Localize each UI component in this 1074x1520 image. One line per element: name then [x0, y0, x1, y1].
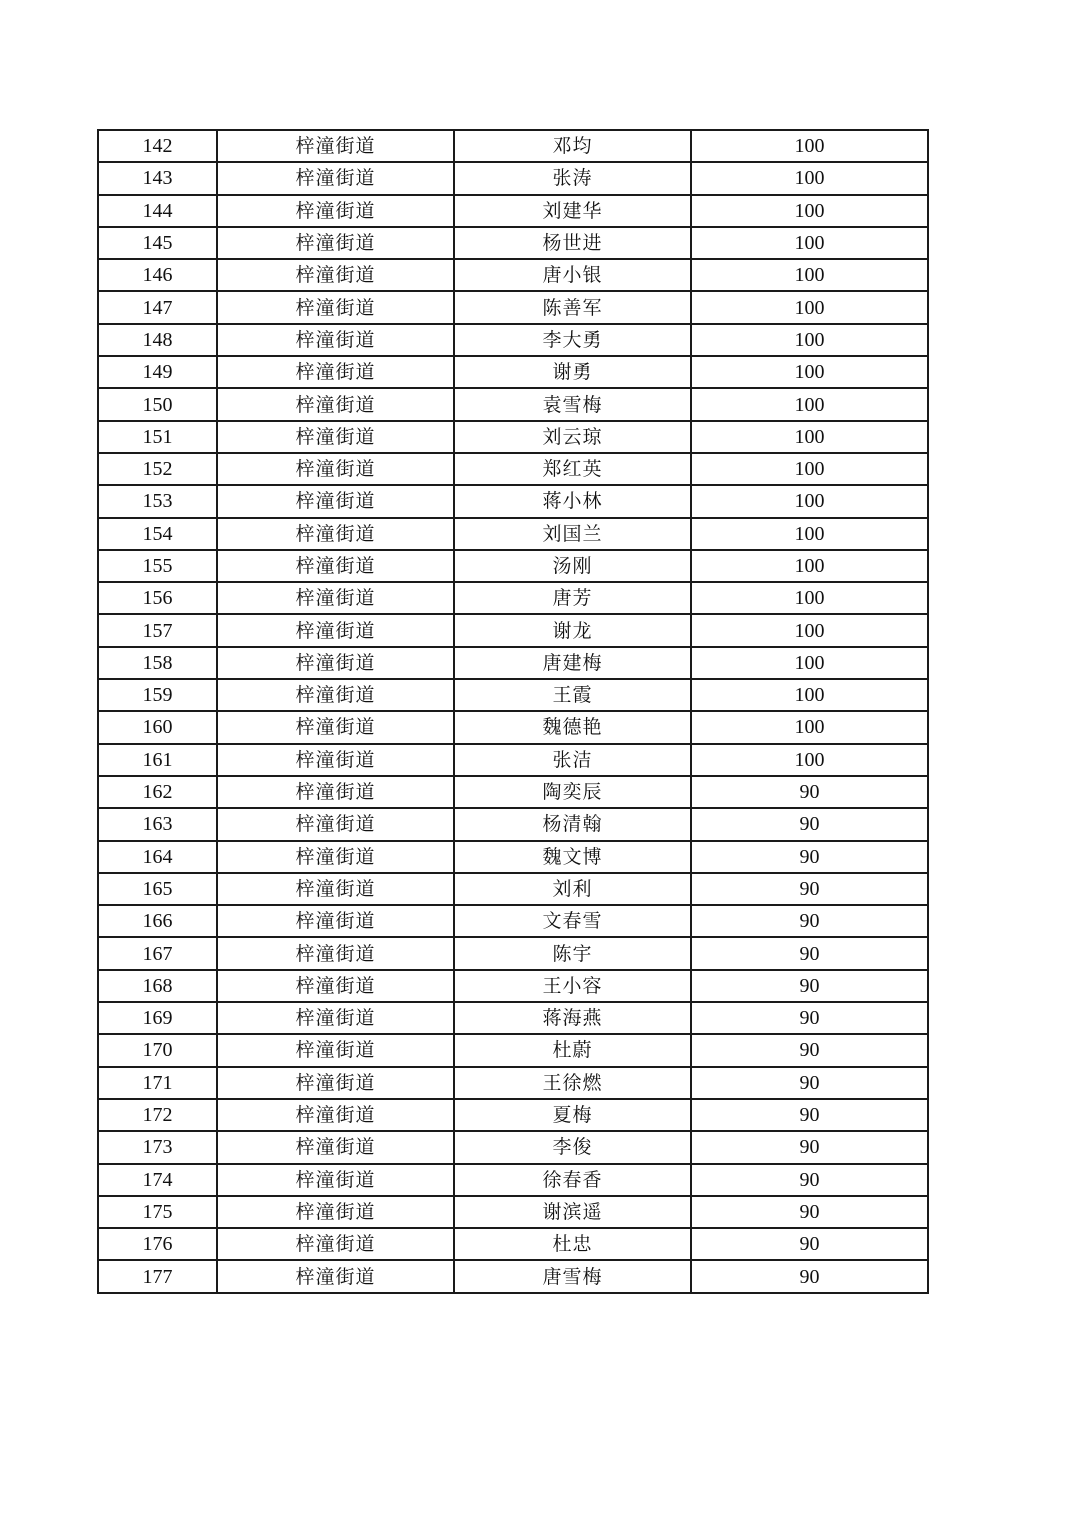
row-number-cell: 145 [98, 227, 217, 259]
table-row [98, 679, 928, 711]
score-cell: 100 [691, 744, 928, 776]
table-row [98, 614, 928, 646]
table-row [98, 776, 928, 808]
district-cell: 梓潼街道 [217, 841, 454, 873]
score-cell: 90 [691, 873, 928, 905]
score-cell: 100 [691, 485, 928, 517]
person-name-cell: 唐芳 [454, 582, 691, 614]
person-name-cell: 刘国兰 [454, 518, 691, 550]
person-name-cell: 谢滨遥 [454, 1196, 691, 1228]
table-row [98, 1260, 928, 1292]
row-number-cell: 152 [98, 453, 217, 485]
district-cell: 梓潼街道 [217, 1034, 454, 1066]
row-number-cell: 157 [98, 614, 217, 646]
row-number-cell: 173 [98, 1131, 217, 1163]
district-cell: 梓潼街道 [217, 453, 454, 485]
score-cell: 90 [691, 905, 928, 937]
row-number-cell: 161 [98, 744, 217, 776]
district-cell: 梓潼街道 [217, 356, 454, 388]
score-cell: 100 [691, 130, 928, 162]
score-cell: 100 [691, 518, 928, 550]
score-cell: 90 [691, 1099, 928, 1131]
row-number-cell: 172 [98, 1099, 217, 1131]
score-cell: 100 [691, 550, 928, 582]
person-name-cell: 邓均 [454, 130, 691, 162]
district-cell: 梓潼街道 [217, 1131, 454, 1163]
district-cell: 梓潼街道 [217, 227, 454, 259]
district-cell: 梓潼街道 [217, 485, 454, 517]
person-name-cell: 唐小银 [454, 259, 691, 291]
district-cell: 梓潼街道 [217, 1002, 454, 1034]
person-name-cell: 杨清翰 [454, 808, 691, 840]
table-row [98, 582, 928, 614]
score-cell: 90 [691, 808, 928, 840]
person-name-cell: 刘建华 [454, 195, 691, 227]
person-name-cell: 陈善军 [454, 291, 691, 323]
score-cell: 100 [691, 453, 928, 485]
row-number-cell: 144 [98, 195, 217, 227]
district-cell: 梓潼街道 [217, 647, 454, 679]
district-cell: 梓潼街道 [217, 808, 454, 840]
district-cell: 梓潼街道 [217, 291, 454, 323]
person-name-cell: 袁雪梅 [454, 388, 691, 420]
table-row [98, 1196, 928, 1228]
district-cell: 梓潼街道 [217, 1196, 454, 1228]
row-number-cell: 153 [98, 485, 217, 517]
score-cell: 100 [691, 195, 928, 227]
score-cell: 100 [691, 647, 928, 679]
row-number-cell: 165 [98, 873, 217, 905]
table-row [98, 130, 928, 162]
district-cell: 梓潼街道 [217, 550, 454, 582]
district-cell: 梓潼街道 [217, 388, 454, 420]
table-row [98, 873, 928, 905]
person-name-cell: 唐雪梅 [454, 1260, 691, 1292]
row-number-cell: 166 [98, 905, 217, 937]
table-row [98, 324, 928, 356]
row-number-cell: 154 [98, 518, 217, 550]
score-cell: 100 [691, 259, 928, 291]
table-row [98, 1228, 928, 1260]
person-name-cell: 郑红英 [454, 453, 691, 485]
table-row [98, 744, 928, 776]
score-cell: 90 [691, 776, 928, 808]
table-row [98, 421, 928, 453]
score-cell: 90 [691, 841, 928, 873]
row-number-cell: 177 [98, 1260, 217, 1292]
score-cell: 100 [691, 291, 928, 323]
person-name-cell: 魏文博 [454, 841, 691, 873]
person-name-cell: 王徐燃 [454, 1067, 691, 1099]
table-row [98, 970, 928, 1002]
district-cell: 梓潼街道 [217, 1099, 454, 1131]
score-cell: 90 [691, 1002, 928, 1034]
person-name-cell: 魏德艳 [454, 711, 691, 743]
person-name-cell: 李俊 [454, 1131, 691, 1163]
district-cell: 梓潼街道 [217, 195, 454, 227]
score-cell: 100 [691, 421, 928, 453]
district-cell: 梓潼街道 [217, 421, 454, 453]
district-cell: 梓潼街道 [217, 679, 454, 711]
table-row [98, 1131, 928, 1163]
row-number-cell: 147 [98, 291, 217, 323]
district-cell: 梓潼街道 [217, 744, 454, 776]
district-cell: 梓潼街道 [217, 1260, 454, 1292]
table-row [98, 647, 928, 679]
table-row [98, 195, 928, 227]
district-cell: 梓潼街道 [217, 162, 454, 194]
person-name-cell: 陶奕辰 [454, 776, 691, 808]
table-row [98, 550, 928, 582]
district-cell: 梓潼街道 [217, 1067, 454, 1099]
person-name-cell: 刘云琼 [454, 421, 691, 453]
table-row [98, 291, 928, 323]
row-number-cell: 159 [98, 679, 217, 711]
person-name-cell: 蒋小林 [454, 485, 691, 517]
person-name-cell: 王霞 [454, 679, 691, 711]
row-number-cell: 162 [98, 776, 217, 808]
score-cell: 90 [691, 937, 928, 969]
score-cell: 100 [691, 388, 928, 420]
person-name-cell: 王小容 [454, 970, 691, 1002]
row-number-cell: 163 [98, 808, 217, 840]
person-name-cell: 杨世进 [454, 227, 691, 259]
person-name-cell: 谢龙 [454, 614, 691, 646]
row-number-cell: 160 [98, 711, 217, 743]
district-cell: 梓潼街道 [217, 1164, 454, 1196]
table-row [98, 1067, 928, 1099]
district-cell: 梓潼街道 [217, 130, 454, 162]
row-number-cell: 176 [98, 1228, 217, 1260]
row-number-cell: 142 [98, 130, 217, 162]
row-number-cell: 148 [98, 324, 217, 356]
table-row [98, 711, 928, 743]
row-number-cell: 170 [98, 1034, 217, 1066]
table-row [98, 227, 928, 259]
score-cell: 90 [691, 970, 928, 1002]
score-cell: 100 [691, 227, 928, 259]
row-number-cell: 146 [98, 259, 217, 291]
district-cell: 梓潼街道 [217, 937, 454, 969]
row-number-cell: 155 [98, 550, 217, 582]
district-cell: 梓潼街道 [217, 905, 454, 937]
table-row [98, 518, 928, 550]
table-row [98, 162, 928, 194]
person-name-cell: 汤刚 [454, 550, 691, 582]
score-cell: 100 [691, 324, 928, 356]
score-cell: 90 [691, 1131, 928, 1163]
district-cell: 梓潼街道 [217, 776, 454, 808]
table-row [98, 388, 928, 420]
data-table [97, 129, 929, 1294]
person-name-cell: 张洁 [454, 744, 691, 776]
row-number-cell: 164 [98, 841, 217, 873]
row-number-cell: 158 [98, 647, 217, 679]
table-row [98, 1034, 928, 1066]
person-name-cell: 杜忠 [454, 1228, 691, 1260]
table-row [98, 1002, 928, 1034]
person-name-cell: 文春雪 [454, 905, 691, 937]
district-cell: 梓潼街道 [217, 970, 454, 1002]
district-cell: 梓潼街道 [217, 711, 454, 743]
district-cell: 梓潼街道 [217, 1228, 454, 1260]
score-cell: 100 [691, 162, 928, 194]
row-number-cell: 171 [98, 1067, 217, 1099]
person-name-cell: 徐春香 [454, 1164, 691, 1196]
score-cell: 100 [691, 614, 928, 646]
row-number-cell: 174 [98, 1164, 217, 1196]
score-cell: 100 [691, 356, 928, 388]
score-cell: 90 [691, 1034, 928, 1066]
table-row [98, 1099, 928, 1131]
row-number-cell: 168 [98, 970, 217, 1002]
row-number-cell: 143 [98, 162, 217, 194]
person-name-cell: 李大勇 [454, 324, 691, 356]
table-row [98, 259, 928, 291]
row-number-cell: 149 [98, 356, 217, 388]
district-cell: 梓潼街道 [217, 324, 454, 356]
district-cell: 梓潼街道 [217, 259, 454, 291]
row-number-cell: 169 [98, 1002, 217, 1034]
person-name-cell: 夏梅 [454, 1099, 691, 1131]
table-row [98, 841, 928, 873]
score-cell: 90 [691, 1067, 928, 1099]
person-name-cell: 张涛 [454, 162, 691, 194]
district-cell: 梓潼街道 [217, 873, 454, 905]
score-cell: 100 [691, 711, 928, 743]
district-cell: 梓潼街道 [217, 518, 454, 550]
table-row [98, 1164, 928, 1196]
score-cell: 90 [691, 1164, 928, 1196]
table-row [98, 808, 928, 840]
row-number-cell: 151 [98, 421, 217, 453]
person-name-cell: 刘利 [454, 873, 691, 905]
person-name-cell: 唐建梅 [454, 647, 691, 679]
table-row [98, 485, 928, 517]
score-cell: 100 [691, 679, 928, 711]
district-cell: 梓潼街道 [217, 614, 454, 646]
person-name-cell: 杜蔚 [454, 1034, 691, 1066]
person-name-cell: 陈宇 [454, 937, 691, 969]
table-row [98, 905, 928, 937]
row-number-cell: 156 [98, 582, 217, 614]
table-row [98, 356, 928, 388]
table-body [98, 130, 928, 1293]
district-cell: 梓潼街道 [217, 582, 454, 614]
score-cell: 90 [691, 1228, 928, 1260]
score-cell: 90 [691, 1196, 928, 1228]
person-name-cell: 蒋海燕 [454, 1002, 691, 1034]
score-cell: 90 [691, 1260, 928, 1292]
row-number-cell: 175 [98, 1196, 217, 1228]
person-name-cell: 谢勇 [454, 356, 691, 388]
row-number-cell: 167 [98, 937, 217, 969]
table-row [98, 453, 928, 485]
table-row [98, 937, 928, 969]
score-cell: 100 [691, 582, 928, 614]
row-number-cell: 150 [98, 388, 217, 420]
